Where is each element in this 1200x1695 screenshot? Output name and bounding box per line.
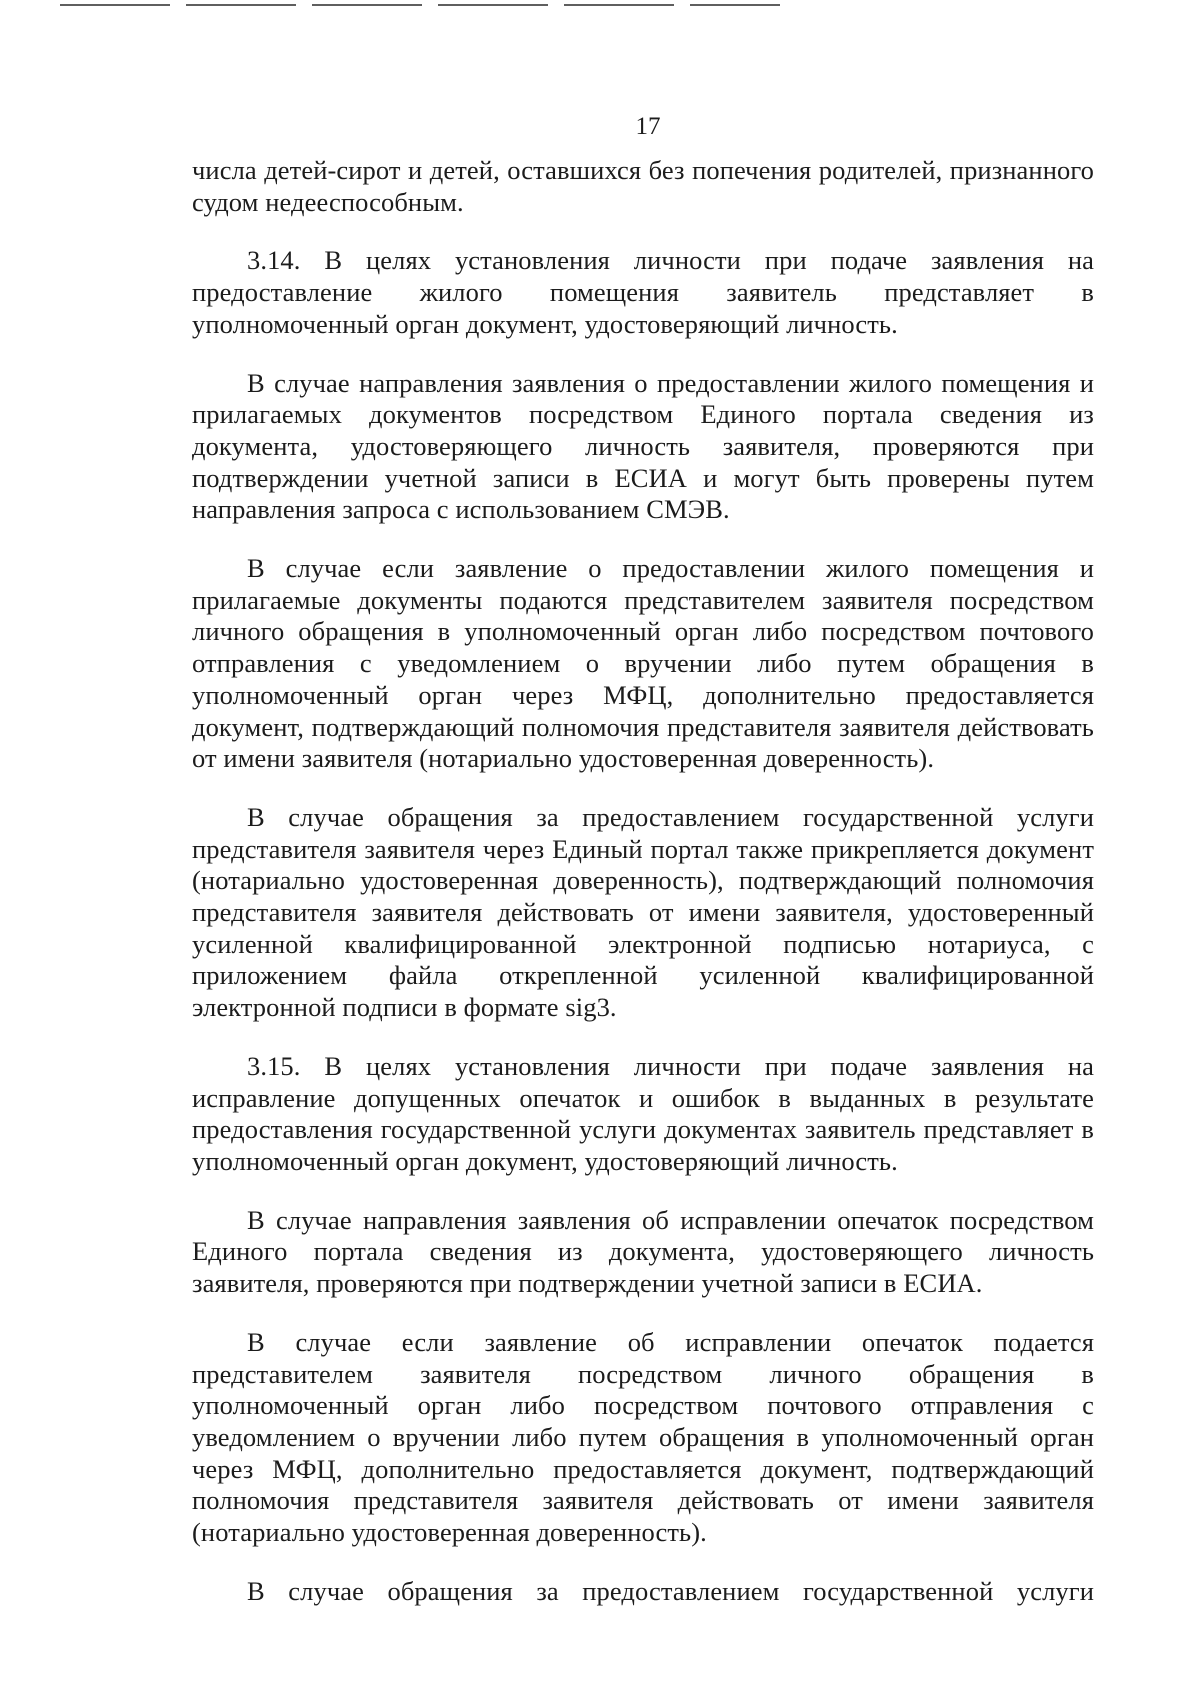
paragraph-representative-portal: В случае обращения за предоставлением государственной услуги представителя заявителя через Единый портал также прикрепляется документ (нотариально удостоверенная доверенность), подтверждающий полномочия представителя заявителя действовать от имени заявителя, удостоверенный усиленной квалифицированной электронной подписью нотариуса, с приложением файла открепленной усиленной квалифицированной электронной подписи в формате sig3.: [192, 801, 1094, 1023]
paragraph-epgu-identity-check: В случае направления заявления о предоставлении жилого помещения и прилагаемых документов посредством Единого портала сведения из документа, удостоверяющего личность заявителя, проверяются при подтверждении учетной записи в ЕСИА и могут быть проверены путем направления запроса с использованием СМЭВ.: [192, 367, 1094, 525]
document-body: [192, 155, 1094, 1634]
paragraph-3-14: 3.14. В целях установления личности при подаче заявления на предоставление жилого помещения заявитель представляет в уполномоченный орган документ, удостоверяющий личность.: [192, 245, 1094, 339]
top-border-rule: [60, 4, 780, 6]
paragraph-3-15: 3.15. В целях установления личности при подаче заявления на исправление допущенных опечаток и ошибок в выданных в результате предоставления государственной услуги документах заявитель представляет в уполномоченный орган документ, удостоверяющий личность.: [192, 1050, 1094, 1176]
paragraph-representative-submission: В случае если заявление о предоставлении жилого помещения и прилагаемые документы подаются представителем заявителя посредством личного обращения в уполномоченный орган либо посредством почтового отправления с уведомлением о вручении либо путем обращения в уполномоченный орган через МФЦ, дополнительно предоставляется документ, подтверждающий полномочия представителя заявителя действовать от имени заявителя (нотариально удостоверенная доверенность).: [192, 553, 1094, 774]
paragraph-correction-representative: В случае если заявление об исправлении опечаток подается представителем заявителя посредством личного обращения в уполномоченный орган либо посредством почтового отправления с уведомлением о вручении либо путем обращения в уполномоченный орган через МФЦ, дополнительно предоставляется документ, подтверждающий полномочия представителя заявителя действовать от имени заявителя (нотариально удостоверенная доверенность).: [192, 1326, 1094, 1548]
paragraph-correction-portal: В случае направления заявления об исправлении опечаток посредством Единого портала сведения из документа, удостоверяющего личность заявителя, проверяются при подтверждении учетной записи в ЕСИА.: [192, 1204, 1094, 1299]
paragraph-trailing: В случае обращения за предоставлением государственной услуги: [247, 1575, 1094, 1606]
paragraph-continuation: числа детей-сирот и детей, оставшихся без попечения родителей, признанного судом недееспособным.: [192, 155, 1094, 217]
page-number: 17: [635, 113, 661, 140]
